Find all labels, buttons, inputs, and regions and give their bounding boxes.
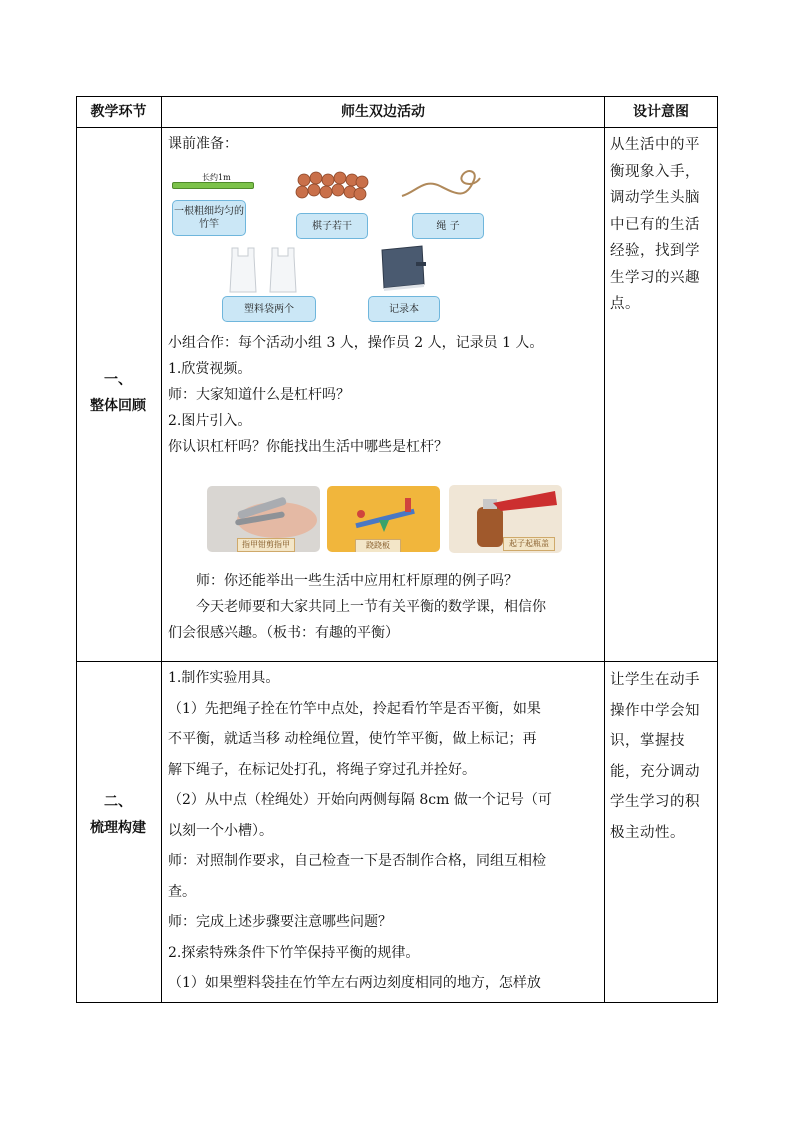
intent-line: 从生活中的平 xyxy=(610,137,700,153)
text-line: （2）从中点（栓绳处）开始向两侧每隔 8cm 做一个记号（可 xyxy=(168,792,552,808)
text-line: 你认识杠杆吗？你能找出生活中哪些是杠杆？ xyxy=(168,439,448,455)
text-line: 小组合作：每个活动小组 3 人，操作员 2 人，记录员 1 人。 xyxy=(168,335,544,351)
text-line: 师：你还能举出一些生活中应用杠杆原理的例子吗？ xyxy=(196,573,518,589)
text-line: 解下绳子，在标记处打孔，将绳子穿过孔并拴好。 xyxy=(168,761,476,778)
table-border-right xyxy=(717,96,718,1003)
stage-one-name: 整体回顾 xyxy=(90,398,146,414)
intent-line: 让学生在动手 xyxy=(610,672,700,688)
section2-intent xyxy=(610,665,712,848)
intent-line: 生学习的兴趣 xyxy=(610,269,700,286)
row-divider-header xyxy=(76,127,718,128)
photo-caption: 指甲钳剪指甲 xyxy=(237,538,295,552)
photo-seesaw xyxy=(327,486,440,552)
photo-bottle-opener xyxy=(449,485,562,553)
col-divider-1 xyxy=(161,96,162,1003)
stage-two xyxy=(76,789,160,841)
table-border-bottom xyxy=(76,1002,718,1003)
intent-line: 识，掌握技 xyxy=(610,733,685,749)
stage-one xyxy=(76,367,160,419)
chess-pieces-icon xyxy=(294,168,370,202)
intent-line: 能，充分调动 xyxy=(610,763,700,780)
rope-label: 绳 子 xyxy=(412,213,484,239)
stage-two-name: 梳理构建 xyxy=(90,820,146,836)
header-activity: 师生双边活动 xyxy=(341,104,425,120)
text-line: 2.探索特殊条件下竹竿保持平衡的规律。 xyxy=(168,944,420,961)
section1-intent xyxy=(610,132,712,318)
bags-label: 塑料袋两个 xyxy=(222,296,316,322)
stage-two-number: 二、 xyxy=(104,794,132,810)
text-line: 师：对照制作要求，自己检查一下是否制作合格，同组互相检 xyxy=(168,853,546,869)
text-line: 师：完成上述步骤要注意哪些问题？ xyxy=(168,914,392,930)
pole-length-label: 长约1m xyxy=(202,173,231,182)
notebook-icon xyxy=(372,244,432,292)
intent-line: 点。 xyxy=(610,296,640,312)
text-line: （1）如果塑料袋挂在竹竿左右两边刻度相同的地方，怎样放 xyxy=(168,975,541,991)
text-line: 查。 xyxy=(168,883,196,900)
section1-after xyxy=(168,568,546,646)
photo-nail-clipper xyxy=(207,486,320,552)
intent-line: 中已有的生活 xyxy=(610,216,700,233)
prep-title: 课前准备： xyxy=(168,136,238,152)
intent-line: 学生学习的积 xyxy=(610,794,700,810)
rope-icon xyxy=(396,166,486,204)
lesson-table xyxy=(76,96,718,1003)
text-line: 今天老师要和大家共同上一节有关平衡的数学课，相信你 xyxy=(196,599,546,615)
text-line: 们会很感兴趣。（板书：有趣的平衡） xyxy=(168,625,399,641)
intent-line: 操作中学会知 xyxy=(610,702,700,719)
col-divider-2 xyxy=(604,96,605,1003)
header-intent: 设计意图 xyxy=(633,104,689,120)
pieces-label: 棋子若干 xyxy=(296,213,368,239)
section1-lines xyxy=(168,330,543,460)
text-line: （1）先把绳子拴在竹竿中点处，拎起看竹竿是否平衡，如果 xyxy=(168,700,541,717)
table-border-left xyxy=(76,96,77,1003)
plastic-bags-icon xyxy=(226,246,306,294)
pole-label: 一根粗细均匀的竹竿 xyxy=(172,200,246,236)
table-border-top xyxy=(76,96,718,97)
intent-line: 调动学生头脑 xyxy=(610,190,700,206)
stage-one-number: 一、 xyxy=(104,372,132,388)
text-line: 2.图片引入。 xyxy=(168,413,252,429)
photo-caption: 跷跷板 xyxy=(355,539,401,552)
intent-line: 极主动性。 xyxy=(610,824,685,841)
photo-caption: 起子起瓶盖 xyxy=(503,537,555,551)
text-line: 以刻一个小槽）。 xyxy=(168,822,273,839)
text-line: 1.制作实验用具。 xyxy=(168,670,280,686)
text-line: 不平衡，就适当移 动栓绳位置，使竹竿平衡，做上标记；再 xyxy=(168,731,537,747)
row-divider-section xyxy=(76,661,718,662)
text-line: 1.欣赏视频。 xyxy=(168,361,252,377)
text-line: 师：大家知道什么是杠杆吗？ xyxy=(168,387,350,403)
intent-line: 经验，找到学 xyxy=(610,243,700,259)
section2-lines xyxy=(168,663,552,999)
intent-line: 衡现象入手， xyxy=(610,163,700,180)
header-stage: 教学环节 xyxy=(90,104,147,120)
bamboo-pole-icon xyxy=(172,182,254,189)
notebook-label: 记录本 xyxy=(368,296,440,322)
